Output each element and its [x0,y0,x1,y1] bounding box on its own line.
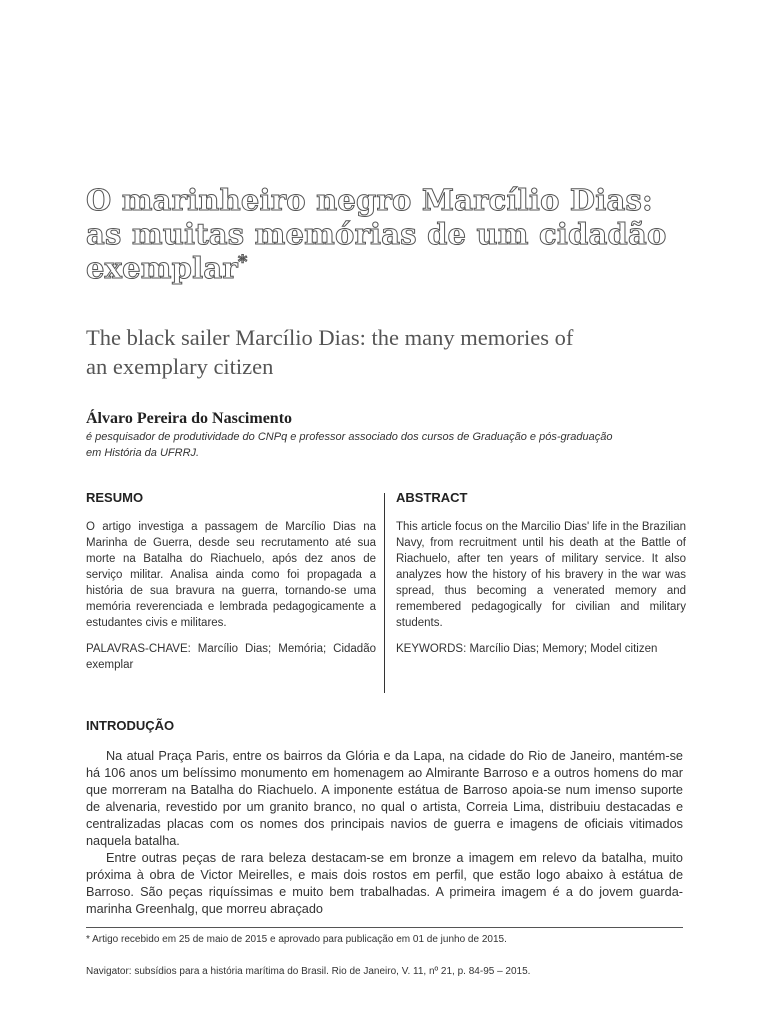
abstract-text: This article focus on the Marcilio Dias' life in the Brazilian Navy, from recruitment until his death at the Battle of Riachuelo, after ten years of military service. It also analyzes how the history of his bravery in the war was spread, thus becoming a venerated memory and remembered pedagogically for civilian and military students. [396,521,686,629]
resumo-text: O artigo investiga a passagem de Marcílio Dias na Marinha de Guerra, desde seu recrutamento até sua morte na Batalha do Riachuelo, após dez anos de serviço militar. Analisa ainda como foi propagada a história de sua bravura na guerra, tornando-se uma memória reverenciada e lembrada pedagogicamente a estudantes civis e militares. [86,521,376,629]
footnote-rule [86,927,683,928]
resumo-heading: RESUMO [86,490,144,505]
footnote: * Artigo recebido em 25 de maio de 2015 e aprovado para publicação em 01 de junho de 2015. [86,934,507,945]
body-paragraph: Entre outras peças de rara beleza destacam-se em bronze a imagem em relevo da batalha, muito próxima à obra de Victor Meirelles, e mais dois rostos em perfil, que estão logo abaixo à estátua de Barroso. São peças riquíssimas e muito bem trabalhadas. A primeira imagem é a do jovem guarda-marinha Greenhalg, que morreu abraçado [86,851,683,916]
subtitle-line: The black sailer Marcílio Dias: the many memories of [86,325,574,350]
title-line-text: exemplar [86,251,238,285]
title-footnote-mark: * [237,251,248,273]
title-line: as muitas memórias de um cidadão [86,217,667,251]
author-affiliation [86,429,706,461]
abstract-heading: ABSTRACT [396,490,468,505]
running-footer: Navigator: subsídios para a história marítima do Brasil. Rio de Janeiro, V. 11, nº 21, p. 84-95 – 2015. [86,966,531,977]
resumo-keywords: PALAVRAS-CHAVE: Marcílio Dias; Memória; Cidadão exemplar [86,643,376,671]
author-name: Álvaro Pereira do Nascimento [86,410,293,427]
article-subtitle [86,323,706,381]
article-title [86,183,706,285]
title-line: O marinheiro negro Marcílio Dias: [86,183,653,217]
abstract-keywords: KEYWORDS: Marcílio Dias; Memory; Model citizen [396,643,658,655]
affiliation-line: em História da UFRRJ. [86,447,200,459]
body-paragraph: Na atual Praça Paris, entre os bairros da Glória e da Lapa, na cidade do Rio de Janeiro, mantém-se há 106 anos um belíssimo monumento em homenagem ao Almirante Barroso e a outros homens do mar que morreram na Batalha do Riachuelo. A imponente estátua de Barroso apoia-se num imenso suporte de alvenaria, revestido por um granito branco, no qual o artista, Correia Lima, distribuiu destacadas e centralizadas placas com os nomes dos principais navios de guerra e imagens de oficiais vitimados naquela batalha. [86,749,683,848]
resumo-section [86,490,376,683]
introducao-heading: INTRODUÇÃO [86,718,175,733]
abstract-section [396,490,686,667]
title-line [86,251,706,285]
introducao-body [86,748,683,918]
subtitle-line: an exemplary citizen [86,354,274,379]
affiliation-line: é pesquisador de produtividade do CNPq e professor associado dos cursos de Graduação e pós-graduação [86,431,613,443]
column-divider [384,493,385,693]
